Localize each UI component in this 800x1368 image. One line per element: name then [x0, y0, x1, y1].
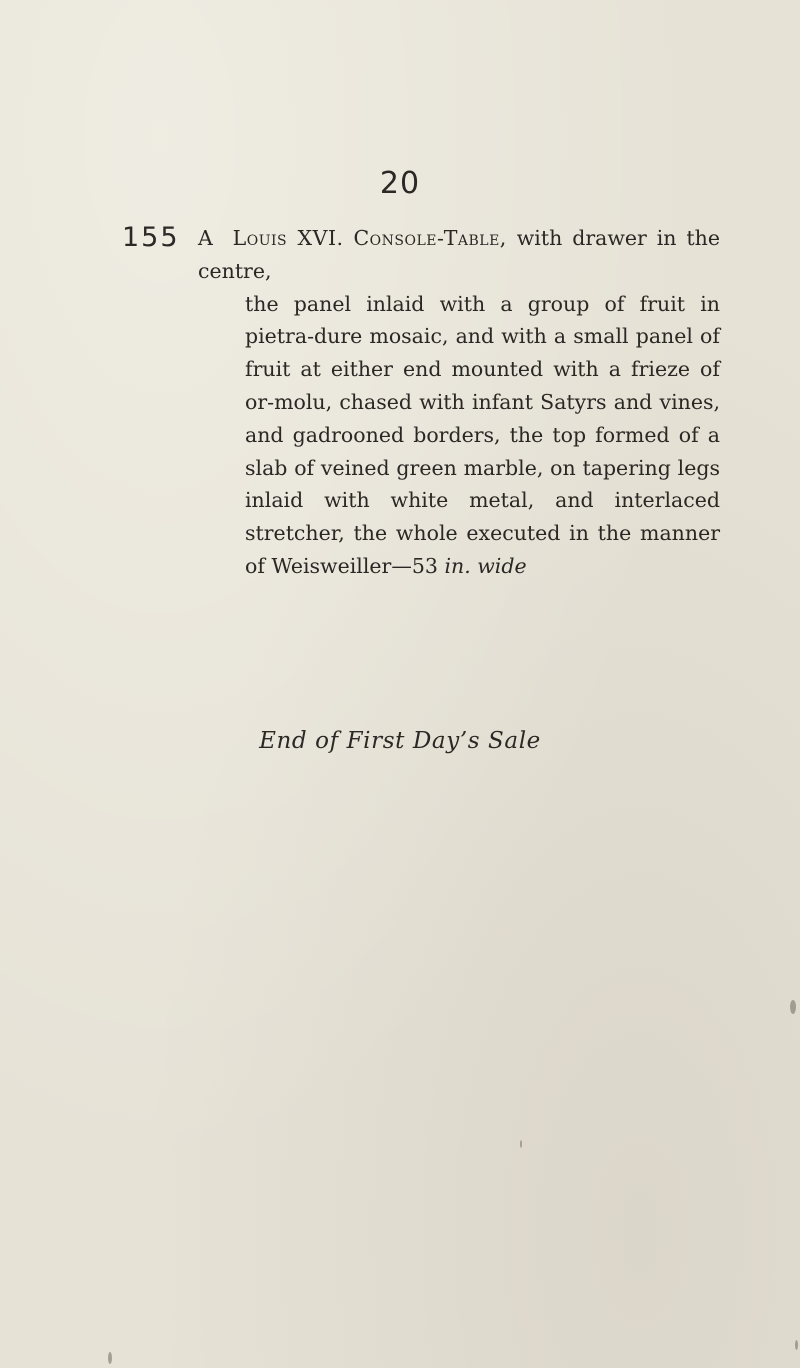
- paper-speck: [520, 1140, 522, 1148]
- lot-description: [198, 222, 720, 583]
- lot-description-body: the panel inlaid with a group of fruit in pietra-dure mosaic, and with a small panel of fruit at either end mounted with a frieze of or-molu, chased with infant Satyrs and vines, and gadrooned borders, the top formed of a slab of veined green marble, on tapering legs inlaid with white metal, and interlaced stretcher, the whole executed in the manner of Weisweiller—53: [245, 291, 720, 578]
- lot-number: 155: [122, 222, 180, 253]
- page-number: 20: [379, 166, 421, 201]
- lot-maker: Louis XVI.: [232, 226, 344, 250]
- end-of-sale-note: End of First Day’s Sale: [259, 728, 541, 754]
- lot-object: Console-Table,: [353, 226, 507, 250]
- paper-speck: [795, 1340, 798, 1350]
- paper-speck: [108, 1352, 112, 1364]
- lot-dimension-suffix: in. wide: [444, 553, 527, 578]
- lot-heading-rest: with drawer in the centre,: [198, 226, 720, 283]
- paper-speck: [790, 1000, 796, 1014]
- lot-article: A: [198, 226, 213, 250]
- lot-heading-line: [198, 222, 720, 288]
